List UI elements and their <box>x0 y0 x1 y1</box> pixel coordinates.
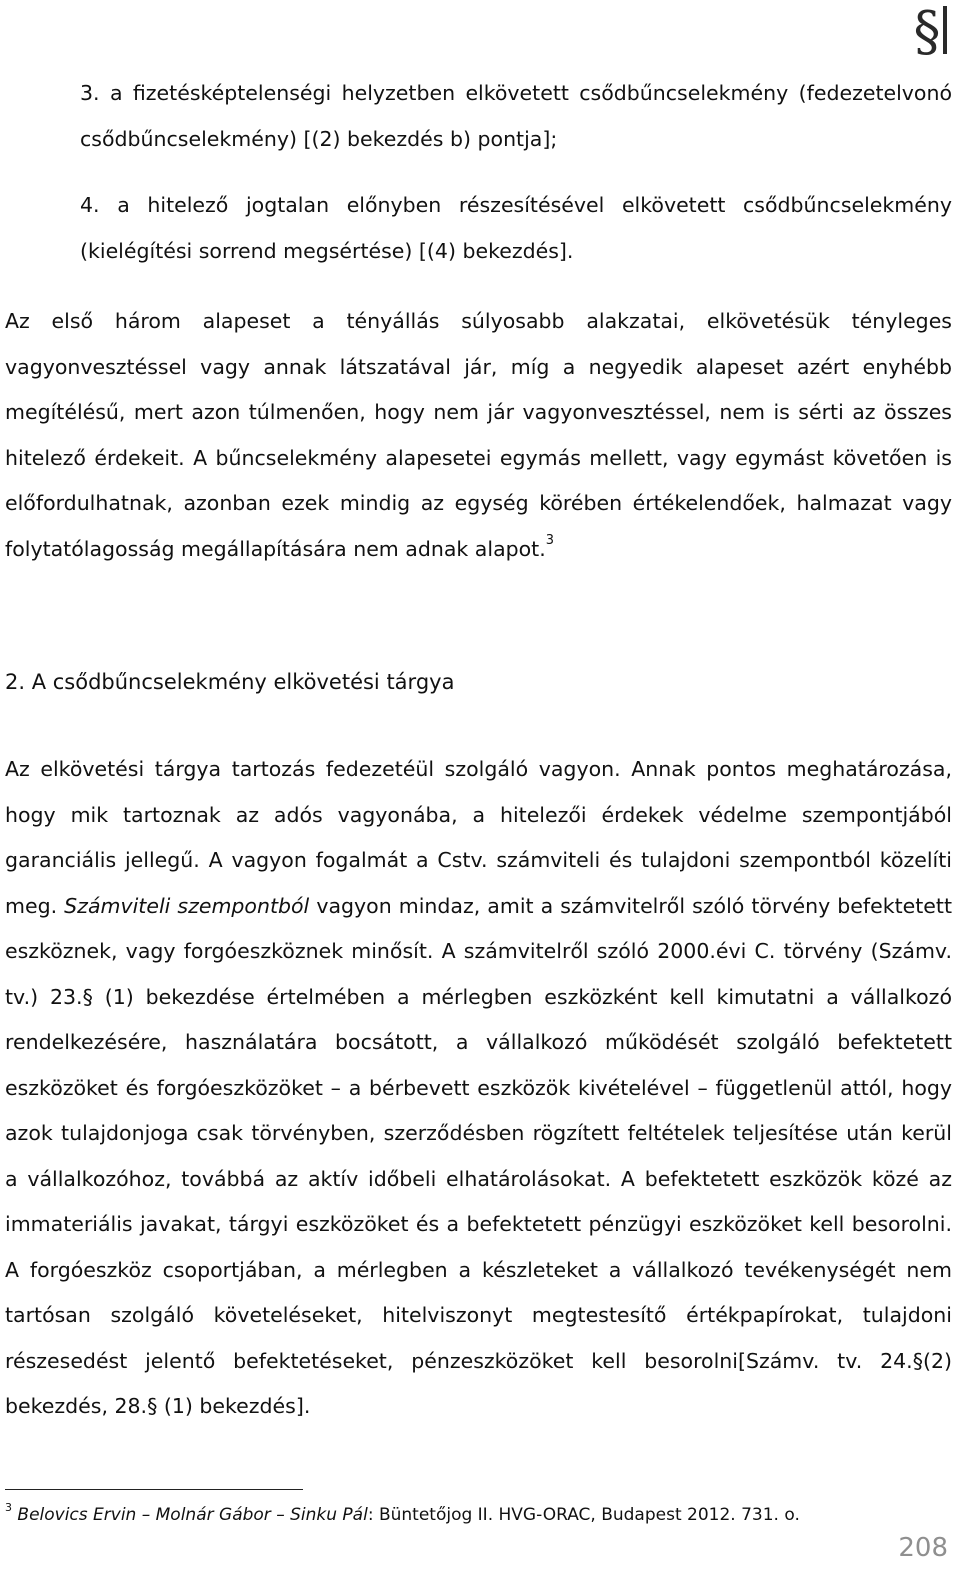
enumerated-list <box>80 70 952 274</box>
svg-text:§: § <box>913 4 941 56</box>
paragraph-text: vagyon mindaz, amit a számvitelről szóló törvény befektetett eszköznek, vagy forgóeszköznek minősít. A számvitelről szóló 2000.évi C. törvény (Számv. tv.) 23.§ (1) bekezdése értelmében a mérlegben eszközként kell kimutatni a vállalkozó rendelkezésére, használatára bocsátott, a vállalkozó működését szolgáló befektetett eszközöket és forgóeszközöket – a bérbevett eszközök kivételével – függetlenül attól, hogy azok tulajdonjoga csak törvényben, szerződésben rögzített feltételek teljesítése után kerül a vállalkozóhoz, továbbá az aktív időbeli elhatárolásokat. A befektetett eszközök közé az immateriális javakat, tárgyi eszközöket és a befektetett pénzügyi eszközöket kell besorolni. A forgóeszköz csoportjában, a mérlegben a készleteket a vállalkozó tevékenységét nem tartósan szolgáló követeléseket, hitelviszonyt megtestesítő értékpapírokat, tulajdoni részesedést jelentő befektetéseket, pénzeszközöket kell besorolni[Számv. tv. 24.§(2) bekezdés, 28.§ (1) bekezdés]. <box>5 893 952 1418</box>
page-number: 208 <box>898 1533 948 1563</box>
section-heading: 2. A csődbűncselekmény elkövetési tárgya <box>5 670 455 694</box>
body-paragraph <box>5 299 952 572</box>
paragraph-text: Az elkövetési tárgya tartozás fedezetéül szolgáló vagyon. Annak pontos meghatározása, hogy mik tartoznak az adós vagyonába, a hitelezői érdekek védelme szempontjából garanciális jellegű. A vagyon fogalmát a Cstv. számviteli és tulajdoni szempontból közelíti meg. <box>5 757 952 918</box>
list-item: 3. a fizetésképtelenségi helyzetben elkövetett csődbűncselekmény (fedezetelvonó csődbűncselekmény) [(2) bekezdés b) pontja]; <box>80 81 952 151</box>
paragraph-text: Az első három alapeset a tényállás súlyosabb alakzatai, elkövetésük tényleges vagyonvesztéssel vagy annak látszatával jár, míg a negyedik alapeset azért enyhébb megítélésű, mert azon túlmenően, hogy nem jár vagyonvesztéssel, nem is sérti az összes hitelező érdekeit. A bűncselekmény alapesetei egymás mellett, vagy egymást követően is előfordulhatnak, azonban ezek mindig az egység körében értékelendőek, halmazat vagy folytatólagosság megállapítására nem adnak alapot. <box>5 309 952 561</box>
footnote-reference[interactable]: 3 <box>545 532 555 548</box>
footnote-citation: : Büntetőjog II. HVG-ORAC, Budapest 2012. 731. o. <box>367 1505 800 1525</box>
section-sign-logo-icon <box>903 4 951 56</box>
footnote-number: 3 <box>5 1501 12 1514</box>
body-paragraph <box>5 747 952 1430</box>
italic-term: Számviteli szempontból <box>64 893 310 918</box>
list-item: 4. a hitelező jogtalan előnyben részesítésével elkövetett csődbűncselekmény (kielégítési sorrend megsértése) [(4) bekezdés]. <box>80 193 952 263</box>
footnote-separator <box>5 1489 303 1490</box>
footnote-authors: Belovics Ervin – Molnár Gábor – Sinku Pál <box>17 1505 368 1525</box>
footnote <box>5 1500 945 1530</box>
